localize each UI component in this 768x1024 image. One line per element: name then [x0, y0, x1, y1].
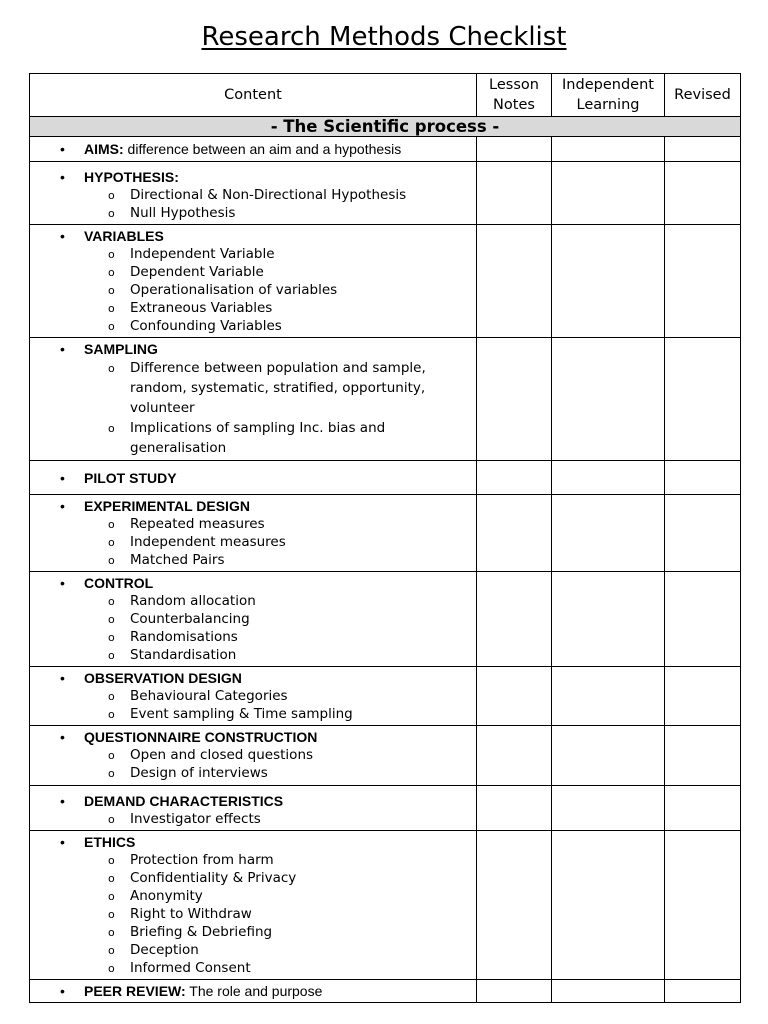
hollow-bullet-icon: o: [108, 248, 115, 261]
hollow-bullet-icon: o: [108, 189, 115, 202]
hollow-bullet-icon: o: [108, 690, 115, 703]
revised-cell[interactable]: [665, 461, 741, 495]
row-heading: PEER REVIEW:: [84, 983, 186, 999]
row-heading-line: [30, 497, 476, 515]
sub-item: [30, 418, 476, 458]
independent-learning-cell[interactable]: [552, 667, 665, 726]
sub-item: [30, 628, 476, 646]
row-content-cell: [30, 137, 477, 162]
hollow-bullet-icon: o: [108, 362, 115, 375]
independent-learning-cell[interactable]: [552, 461, 665, 495]
row-heading-line: [30, 168, 476, 186]
sub-item: [30, 810, 476, 828]
hollow-bullet-icon: o: [108, 854, 115, 867]
row-heading-line: [30, 792, 476, 810]
header-row: [30, 74, 741, 117]
row-heading-line: [30, 982, 476, 1000]
row-content-cell: [30, 831, 477, 980]
bullet-icon: •: [60, 341, 65, 357]
checklist-row: [30, 338, 741, 461]
independent-learning-cell[interactable]: [552, 162, 665, 225]
bullet-icon: •: [60, 834, 65, 850]
sub-item-label: Independent measures: [130, 534, 286, 550]
row-content-cell: [30, 980, 477, 1003]
row-heading-line: [30, 140, 476, 158]
row-heading: VARIABLES: [84, 228, 164, 244]
row-heading-line: [30, 728, 476, 746]
hollow-bullet-icon: o: [108, 320, 115, 333]
row-heading: CONTROL: [84, 575, 154, 591]
row-heading-line: [30, 227, 476, 245]
sub-item: [30, 905, 476, 923]
row-heading-description: The role and purpose: [185, 983, 323, 999]
independent-learning-cell[interactable]: [552, 786, 665, 831]
sub-item-list: [30, 358, 476, 458]
sub-item-list: [30, 186, 476, 222]
checklist-row: [30, 667, 741, 726]
independent-learning-cell[interactable]: [552, 225, 665, 338]
hollow-bullet-icon: o: [108, 554, 115, 567]
sub-item-label: Anonymity: [130, 888, 203, 904]
document-title: Research Methods Checklist: [201, 22, 567, 52]
sub-item-label: Extraneous Variables: [130, 300, 273, 316]
sub-item-label: Design of interviews: [130, 765, 268, 781]
hollow-bullet-icon: o: [108, 767, 115, 780]
bullet-icon: •: [60, 983, 65, 999]
lesson-notes-cell[interactable]: [477, 338, 552, 461]
sub-item-label: Randomisations: [130, 629, 238, 645]
bullet-icon: •: [60, 469, 65, 486]
row-content-cell: [30, 495, 477, 572]
checklist-row: [30, 225, 741, 338]
independent-learning-cell[interactable]: [552, 980, 665, 1003]
section-row: [30, 117, 741, 137]
sub-item: [30, 299, 476, 317]
row-heading-line: [30, 669, 476, 687]
sub-item: [30, 746, 476, 764]
sub-item-label: Confounding Variables: [130, 318, 282, 334]
row-heading-line: [30, 340, 476, 358]
sub-item-list: [30, 592, 476, 664]
checklist-row: [30, 495, 741, 572]
independent-learning-cell[interactable]: [552, 726, 665, 786]
revised-cell[interactable]: [665, 495, 741, 572]
column-header-content: Content: [30, 74, 477, 117]
bullet-icon: •: [60, 575, 65, 591]
sub-item-label: Confidentiality & Privacy: [130, 870, 297, 886]
bullet-icon: •: [60, 228, 65, 244]
row-heading-line: [30, 469, 476, 487]
sub-item: [30, 764, 476, 782]
lesson-notes-cell[interactable]: [477, 225, 552, 338]
checklist-row: [30, 831, 741, 980]
sub-item-label: Repeated measures: [130, 516, 265, 532]
hollow-bullet-icon: o: [108, 908, 115, 921]
sub-item: [30, 551, 476, 569]
sub-item-label: Investigator effects: [130, 811, 261, 827]
checklist-row: [30, 786, 741, 831]
hollow-bullet-icon: o: [108, 595, 115, 608]
independent-learning-line-2: Learning: [576, 97, 640, 113]
sub-item: [30, 851, 476, 869]
independent-learning-line-1: Independent: [562, 77, 654, 93]
hollow-bullet-icon: o: [108, 266, 115, 279]
checklist-table: [29, 73, 741, 1003]
sub-item: [30, 592, 476, 610]
lesson-notes-cell[interactable]: [477, 495, 552, 572]
bullet-icon: •: [60, 141, 65, 157]
sub-item: [30, 646, 476, 664]
section-title: - The Scientific process -: [30, 117, 741, 137]
row-heading-line: [30, 833, 476, 851]
checklist-row: [30, 726, 741, 786]
lesson-notes-cell[interactable]: [477, 980, 552, 1003]
sub-item-list: [30, 851, 476, 977]
row-content-cell: [30, 726, 477, 786]
lesson-notes-line-1: Lesson: [489, 77, 539, 93]
row-content-cell: [30, 225, 477, 338]
lesson-notes-cell[interactable]: [477, 461, 552, 495]
revised-cell[interactable]: [665, 162, 741, 225]
revised-cell[interactable]: [665, 338, 741, 461]
hollow-bullet-icon: o: [108, 302, 115, 315]
hollow-bullet-icon: o: [108, 872, 115, 885]
sub-item: [30, 186, 476, 204]
sub-item: [30, 705, 476, 723]
sub-item-label: Deception: [130, 942, 199, 958]
sub-item-list: [30, 810, 476, 828]
sub-item: [30, 941, 476, 959]
sub-item: [30, 317, 476, 335]
row-content-cell: [30, 786, 477, 831]
sub-item: [30, 515, 476, 533]
hollow-bullet-icon: o: [108, 813, 115, 826]
sub-item-label: Matched Pairs: [130, 552, 225, 568]
hollow-bullet-icon: o: [108, 962, 115, 975]
independent-learning-cell[interactable]: [552, 572, 665, 667]
column-header-lesson-notes: [477, 74, 552, 117]
hollow-bullet-icon: o: [108, 926, 115, 939]
row-heading-description: difference between an aim and a hypothesis: [123, 141, 402, 157]
sub-item: [30, 869, 476, 887]
sub-item: [30, 687, 476, 705]
revised-cell[interactable]: [665, 572, 741, 667]
sub-item: [30, 959, 476, 977]
revised-cell[interactable]: [665, 980, 741, 1003]
lesson-notes-cell[interactable]: [477, 162, 552, 225]
sub-item-label: Behavioural Categories: [130, 688, 288, 704]
independent-learning-cell[interactable]: [552, 338, 665, 461]
revised-cell[interactable]: [665, 726, 741, 786]
sub-item: [30, 610, 476, 628]
sub-item-label: Open and closed questions: [130, 747, 314, 763]
column-header-revised: Revised: [665, 74, 741, 117]
hollow-bullet-icon: o: [108, 207, 115, 220]
sub-item-label: Random allocation: [130, 593, 256, 609]
bullet-icon: •: [60, 498, 65, 514]
sub-item-label: Implications of sampling Inc. bias and generalisation: [130, 420, 386, 456]
sub-item-label: Right to Withdraw: [130, 906, 252, 922]
lesson-notes-cell[interactable]: [477, 831, 552, 980]
lesson-notes-cell[interactable]: [477, 667, 552, 726]
checklist-row: [30, 162, 741, 225]
sub-item-label: Dependent Variable: [130, 264, 264, 280]
sub-item: [30, 263, 476, 281]
independent-learning-cell[interactable]: [552, 495, 665, 572]
sub-item-label: Counterbalancing: [130, 611, 250, 627]
checklist-row: [30, 980, 741, 1003]
hollow-bullet-icon: o: [108, 649, 115, 662]
hollow-bullet-icon: o: [108, 422, 115, 435]
row-heading: OBSERVATION DESIGN: [84, 670, 242, 686]
sub-item-label: Event sampling & Time sampling: [130, 706, 353, 722]
sub-item-label: Directional & Non-Directional Hypothesis: [130, 187, 407, 203]
hollow-bullet-icon: o: [108, 749, 115, 762]
checklist-row: [30, 461, 741, 495]
lesson-notes-cell[interactable]: [477, 137, 552, 162]
revised-cell[interactable]: [665, 667, 741, 726]
revised-cell[interactable]: [665, 831, 741, 980]
row-heading: AIMS:: [84, 141, 124, 157]
bullet-icon: •: [60, 793, 65, 809]
row-content-cell: [30, 667, 477, 726]
hollow-bullet-icon: o: [108, 536, 115, 549]
row-heading: HYPOTHESIS:: [84, 169, 179, 185]
independent-learning-cell[interactable]: [552, 137, 665, 162]
row-heading: QUESTIONNAIRE CONSTRUCTION: [84, 729, 318, 745]
hollow-bullet-icon: o: [108, 613, 115, 626]
row-content-cell: [30, 572, 477, 667]
checklist-row: [30, 572, 741, 667]
row-content-cell: [30, 461, 477, 495]
hollow-bullet-icon: o: [108, 518, 115, 531]
sub-item-label: Null Hypothesis: [130, 205, 236, 221]
hollow-bullet-icon: o: [108, 890, 115, 903]
sub-item-label: Informed Consent: [130, 960, 251, 976]
hollow-bullet-icon: o: [108, 284, 115, 297]
sub-item-label: Protection from harm: [130, 852, 274, 868]
row-heading: EXPERIMENTAL DESIGN: [84, 498, 250, 514]
sub-item-list: [30, 746, 476, 782]
hollow-bullet-icon: o: [108, 631, 115, 644]
sub-item: [30, 281, 476, 299]
sub-item: [30, 245, 476, 263]
row-heading: ETHICS: [84, 834, 136, 850]
row-heading-line: [30, 574, 476, 592]
sub-item: [30, 533, 476, 551]
bullet-icon: •: [60, 169, 65, 185]
sub-item: [30, 204, 476, 222]
sub-item-label: Operationalisation of variables: [130, 282, 338, 298]
sub-item-list: [30, 687, 476, 723]
row-heading: SAMPLING: [84, 341, 158, 357]
bullet-icon: •: [60, 729, 65, 745]
row-heading: PILOT STUDY: [84, 469, 177, 486]
hollow-bullet-icon: o: [108, 944, 115, 957]
lesson-notes-line-2: Notes: [493, 97, 535, 113]
row-heading: DEMAND CHARACTERISTICS: [84, 793, 284, 809]
sub-item-label: Briefing & Debriefing: [130, 924, 273, 940]
revised-cell[interactable]: [665, 786, 741, 831]
row-content-cell: [30, 338, 477, 461]
sub-item: [30, 358, 476, 418]
lesson-notes-cell[interactable]: [477, 572, 552, 667]
column-header-independent-learning: [552, 74, 665, 117]
lesson-notes-cell[interactable]: [477, 786, 552, 831]
sub-item-list: [30, 245, 476, 335]
sub-item: [30, 923, 476, 941]
sub-item-label: Independent Variable: [130, 246, 275, 262]
lesson-notes-cell[interactable]: [477, 726, 552, 786]
checklist-row: [30, 137, 741, 162]
bullet-icon: •: [60, 670, 65, 686]
revised-cell[interactable]: [665, 225, 741, 338]
row-content-cell: [30, 162, 477, 225]
sub-item-list: [30, 515, 476, 569]
sub-item-label: Difference between population and sample, random, systematic, stratified, opportunity, volunteer: [130, 360, 426, 416]
revised-cell[interactable]: [665, 137, 741, 162]
sub-item-label: Standardisation: [130, 647, 237, 663]
independent-learning-cell[interactable]: [552, 831, 665, 980]
hollow-bullet-icon: o: [108, 708, 115, 721]
sub-item: [30, 887, 476, 905]
